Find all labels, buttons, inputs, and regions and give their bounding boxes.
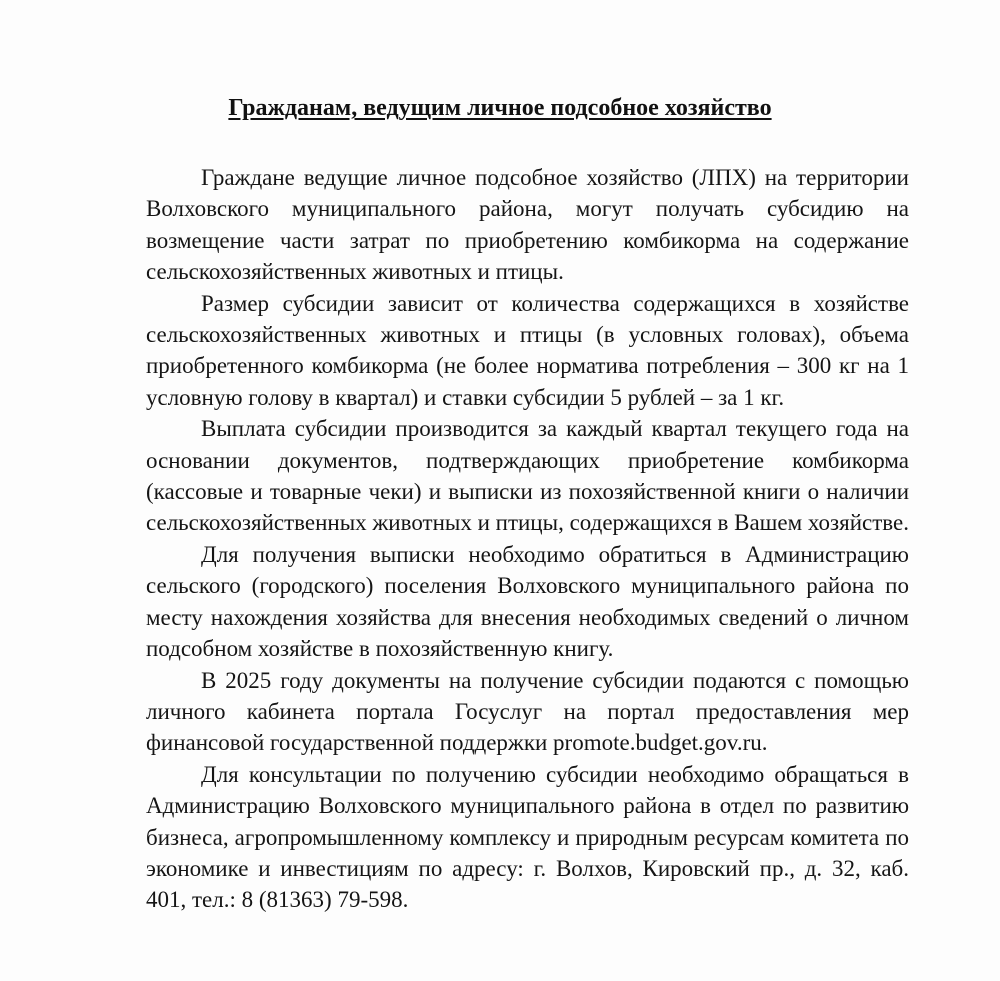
paragraph-extract-procedure: Для получения выписки необходимо обратиться в Администрацию сельского (городского) поселения Волховского муниципального района по месту нахождения хозяйства для внесения необходимых сведений о личном подсобном хозяйстве в похозяйственную книгу. — [146, 541, 909, 662]
page-title: Гражданам, ведущим личное подсобное хозяйство — [228, 95, 772, 121]
paragraph-application-portal: В 2025 году документы на получение субсидии подаются с помощью личного кабинета портала Госуслуг на портал предоставления мер финансовой государственной поддержки promote.budget.gov.ru. — [146, 667, 909, 756]
paragraph-subsidy-amount: Размер субсидии зависит от количества содержащихся в хозяйстве сельскохозяйственных животных и птицы (в условных головах), объема приобретенного комбикорма (не более норматива потребления – 300 кг на 1 условную голову в квартал) и ставки субсидии 5 рублей – за 1 кг. — [146, 290, 909, 410]
paragraph-subsidy-eligibility: Граждане ведущие личное подсобное хозяйство (ЛПХ) на территории Волховского муниципального района, могут получать субсидию на возмещение части затрат по приобретению комбикорма на содержание сельскохозяйственных животных и птицы. — [146, 165, 909, 285]
paragraph-payment-conditions: Выплата субсидии производится за каждый квартал текущего года на основании документов, подтверждающих приобретение комбикорма (кассовые и товарные чеки) и выписки из похозяйственной книги о наличии сельскохозяйственных животных и птицы, содержащихся в Вашем хозяйстве. — [146, 416, 909, 536]
paragraph-consultation-contacts: Для консультации по получению субсидии необходимо обращаться в Администрацию Волховского муниципального района в отдел по развитию бизнеса, агропромышленному комплексу и природным ресурсам комитета по экономике и инвестициям по адресу: г. Волхов, Кировский пр., д. 32, каб. 401, тел.: 8 (81363) 79-598. — [146, 761, 909, 913]
document-body — [146, 162, 909, 916]
